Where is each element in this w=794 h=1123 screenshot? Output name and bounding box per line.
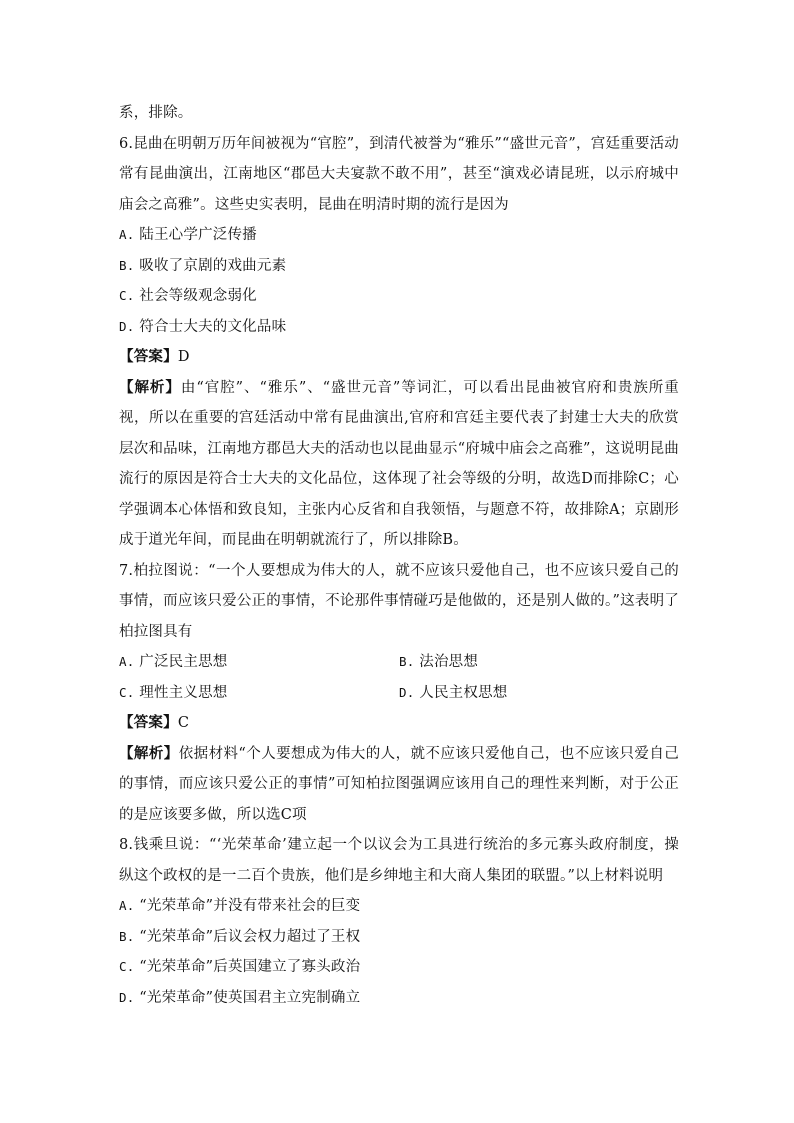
option-letter: C. xyxy=(119,959,135,974)
option-text: 广泛民主思想 xyxy=(139,654,228,670)
option-letter: B. xyxy=(119,928,135,944)
question-7-option-b xyxy=(399,647,679,678)
option-letter: B. xyxy=(399,654,415,669)
question-7-option-c xyxy=(119,678,399,709)
option-text: “光荣革命”后英国建立了寡头政治 xyxy=(139,959,361,975)
question-6-stem: 6.昆曲在明朝万历年间被视为“官腔”，到清代被誉为“雅乐”“盛世元音”，宫廷重要活动常有昆曲演出，江南地区“郡邑大夫宴款不敢不用”，甚至“演戏必请昆班，以示府城中庙会之高雅”。这些史实表明，昆曲在明清时期的流行是因为 xyxy=(119,135,679,213)
question-6-analysis xyxy=(119,373,679,556)
option-letter: C. xyxy=(119,684,135,700)
question-6-option-c xyxy=(119,281,679,312)
question-7-option-a xyxy=(119,647,399,678)
option-letter: D. xyxy=(119,989,135,1005)
option-text: 吸收了京剧的戏曲元素 xyxy=(139,257,287,274)
option-letter: D. xyxy=(399,684,415,700)
question-7-option-d xyxy=(399,678,679,709)
question-8-option-c xyxy=(119,952,679,983)
question-6-answer xyxy=(119,342,679,373)
analysis-text: 由“官腔”、“雅乐”、“盛世元音”等词汇，可以看出昆曲被官府和贵族所重视，所以在重要的宫廷活动中常有昆曲演出,官府和宫廷主要代表了封建士大夫的欣赏层次和品味，江南地方郡邑大夫的活动也以昆曲显示“府城中庙会之高雅”，这说明昆曲流行的原因是符合士大夫的文化品位，这体现了社会等级的分明，故选D而排除C；心学强调本心体悟和致良知，主张内心反省和自我领悟，与题意不符，故排除A；京剧形成于道光年间，而昆曲在明朝就流行了，所以排除B。 xyxy=(119,379,679,548)
analysis-label: 【解析】 xyxy=(119,378,181,396)
option-text: 社会等级观念弱化 xyxy=(139,288,257,304)
question-6-option-b xyxy=(119,251,679,282)
answer-value: C xyxy=(177,715,190,731)
option-letter: C. xyxy=(119,288,135,303)
question-6-option-d xyxy=(119,312,679,343)
option-text: “光荣革命”后议会权力超过了王权 xyxy=(139,928,361,945)
document-body xyxy=(119,98,679,1013)
option-text: “光荣革命”并没有带来社会的巨变 xyxy=(139,898,361,914)
question-6-option-a xyxy=(119,220,679,251)
analysis-label: 【解析】 xyxy=(119,744,179,762)
option-text: 法治思想 xyxy=(419,654,479,670)
analysis-text: 依据材料“个人要想成为伟大的人，就不应该只爱他自己，也不应该只爱自己的事情，而应该只爱公正的事情”可知柏拉图强调应该用自己的理性来判断，对于公正的是应该要多做，所以选C项 xyxy=(119,745,679,823)
option-text: 人民主权思想 xyxy=(419,684,508,701)
option-text: 符合士大夫的文化品味 xyxy=(139,318,287,335)
option-text: 陆王心学广泛传播 xyxy=(139,227,257,243)
question-8-option-b xyxy=(119,922,679,953)
question-8-option-d xyxy=(119,983,679,1014)
question-7-options-row-1 xyxy=(119,647,679,678)
answer-value: D xyxy=(177,349,190,365)
option-letter: A. xyxy=(119,654,135,669)
option-letter: A. xyxy=(119,227,135,242)
question-7-analysis xyxy=(119,739,679,831)
option-text: “光荣革命”使英国君主立宪制确立 xyxy=(139,989,361,1006)
option-letter: A. xyxy=(119,898,135,913)
answer-label: 【答案】 xyxy=(119,348,178,365)
answer-label: 【答案】 xyxy=(119,714,178,731)
option-letter: D. xyxy=(119,318,135,334)
question-7-options-row-2 xyxy=(119,678,679,709)
question-7-answer xyxy=(119,708,679,739)
question-7-stem: 7.柏拉图说：“一个人要想成为伟大的人，就不应该只爱他自己，也不应该只爱自己的事情，而应该只爱公正的事情，不论那件事情碰巧是他做的，还是别人做的。”这表明了柏拉图具有 xyxy=(119,562,679,640)
question-8-option-a xyxy=(119,891,679,922)
option-letter: B. xyxy=(119,257,135,273)
question-8-stem: 8.钱乘旦说：“‘光荣革命’建立起一个以议会为工具进行统治的多元寡头政府制度，操纵这个政权的是一二百个贵族，他们是乡绅地主和大商人集团的联盟。”以上材料说明 xyxy=(119,837,679,884)
option-text: 理性主义思想 xyxy=(139,684,228,701)
previous-analysis-tail: 系，排除。 xyxy=(119,105,193,121)
